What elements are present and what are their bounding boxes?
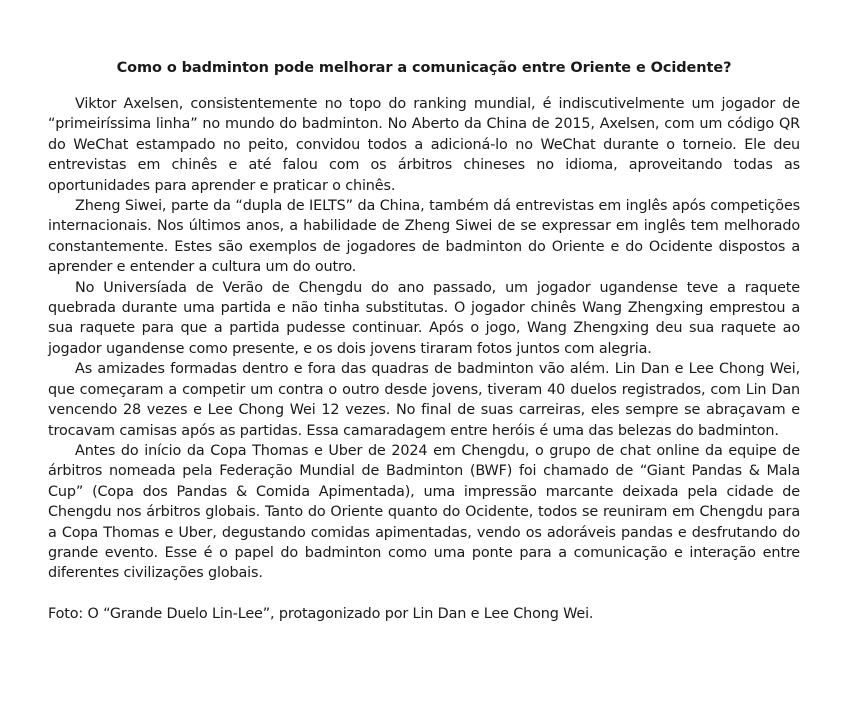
document-page — [48, 58, 800, 624]
paragraph: Antes do início da Copa Thomas e Uber de 2024 em Chengdu, o grupo de chat online da equipe de árbitros nomeada pela Federação Mundial de Badminton (BWF) foi chamado de “Giant Pandas & Mala Cup” (Copa dos Pandas & Comida Apimentada), uma impressão marcante deixada pela cidade de Chengdu nos árbitros globais. Tanto do Oriente quanto do Ocidente, todos se reuniram em Chengdu para a Copa Thomas e Uber, degustando comidas apimentadas, vendo os adoráveis pandas e desfrutando do grande evento. Esse é o papel do badminton como uma ponte para a comunicação e interação entre diferentes civilizações globais. — [48, 442, 800, 582]
paragraph: No Universíada de Verão de Chengdu do ano passado, um jogador ugandense teve a raquete quebrada durante uma partida e não tinha substitutas. O jogador chinês Wang Zhengxing emprestou a sua raquete para que a partida pudesse continuar. Após o jogo, Wang Zhengxing deu sua raquete ao jogador ugandense como presente, e os dois jovens tiraram fotos juntos com alegria. — [48, 279, 800, 357]
paragraph: As amizades formadas dentro e fora das quadras de badminton vão além. Lin Dan e Lee Chong Wei, que começaram a competir um contra o outro desde jovens, tiveram 40 duelos registrados, com Lin Dan vencendo 28 vezes e Lee Chong Wei 12 vezes. No final de suas carreiras, eles sempre se abraçavam e trocavam camisas após as partidas. Essa camaradagem entre heróis é uma das belezas do badminton. — [48, 361, 800, 439]
photo-caption: Foto: O “Grande Duelo Lin-Lee”, protagonizado por Lin Dan e Lee Chong Wei. — [48, 605, 594, 622]
article-body — [48, 94, 800, 584]
paragraph: Zheng Siwei, parte da “dupla de IELTS” da China, também dá entrevistas em inglês após competições internacionais. Nos últimos anos, a habilidade de Zheng Siwei de se expressar em inglês tem melhorado constantemente. Estes são exemplos de jogadores de badminton do Oriente e do Ocidente dispostos a aprender e entender a cultura um do outro. — [48, 198, 800, 276]
paragraph: Viktor Axelsen, consistentemente no topo do ranking mundial, é indiscutivelmente um jogador de “primeiríssima linha” no mundo do badminton. No Aberto da China de 2015, Axelsen, com um código QR do WeChat estampado no peito, convidou todos a adicioná-lo no WeChat durante o torneio. Ele deu entrevistas em chinês e até falou com os árbitros chineses no idioma, aproveitando todas as oportunidades para aprender e praticar o chinês. — [48, 96, 800, 194]
document-title: Como o badminton pode melhorar a comunicação entre Oriente e Ocidente? — [116, 60, 732, 76]
